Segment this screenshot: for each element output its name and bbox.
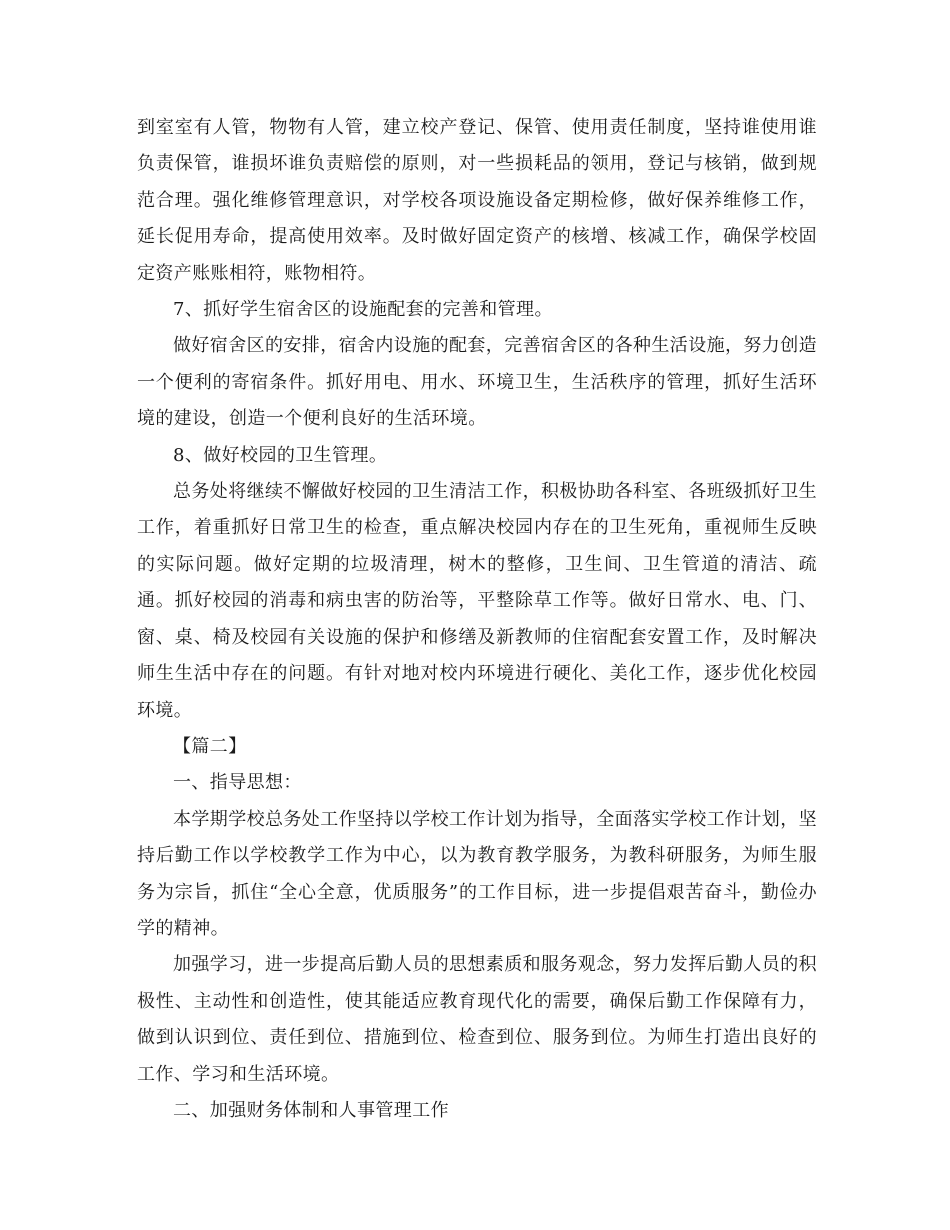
item-7-heading: 7、抓好学生宿舍区的设施配套的完善和管理。: [173, 299, 553, 321]
paragraph-strengthen-learning: 加强学习，进一步提高后勤人员的思想素质和服务观念，努力发挥后勤人员的积极性、主动性和创造性，使其能适应教育现代化的需要，确保后勤工作保障有力，做到认识到位、责任到位、措施到位、检查到位、服务到位。为师生打造出良好的工作、学习和生活环境。: [137, 954, 817, 1085]
heading-finance-personnel: 二、加强财务体制和人事管理工作: [173, 1099, 449, 1121]
paragraph-dormitory: 做好宿舍区的安排，宿舍内设施的配套，完善宿舍区的各种生活设施，努力创造一个便利的寄宿条件。抓好用电、用水、环境卫生，生活秩序的管理，抓好生活环境的建设，创造一个便利良好的生活环境。: [137, 335, 817, 430]
paragraph-work-plan: 本学期学校总务处工作坚持以学校工作计划为指导，全面落实学校工作计划，坚持后勤工作以学校教学工作为中心，以为教育教学服务，为教科研服务，为师生服务为宗旨，抓住“全心全意，优质服务”的工作目标，进一步提倡艰苦奋斗，勤俭办学的精神。: [137, 808, 817, 939]
heading-guiding-ideology: 一、指导思想：: [173, 772, 302, 794]
paragraph-campus-hygiene: 总务处将继续不懈做好校园的卫生清洁工作，积极协助各科室、各班级抓好卫生工作，着重抓好日常卫生的检查，重点解决校园内存在的卫生死角，重视师生反映的实际问题。做好定期的垃圾清理，树木的整修，卫生间、卫生管道的清洁、疏通。抓好校园的消毒和病虫害的防治等，平整除草工作等。做好日常水、电、门、窗、桌、椅及校园有关设施的保护和修缮及新教师的住宿配套安置工作，及时解决师生生活中存在的问题。有针对地对校内环境进行硬化、美化工作，逐步优化校园环境。: [137, 481, 817, 721]
section-heading-part-two: 【篇二】: [173, 735, 247, 757]
document-body: [137, 110, 817, 1129]
paragraph-asset-management: 到室室有人管，物物有人管，建立校产登记、保管、使用责任制度，坚持谁使用谁负责保管，谁损坏谁负责赔偿的原则，对一些损耗品的领用，登记与核销，做到规范合理。强化维修管理意识，对学校各项设施设备定期检修，做好保养维修工作，延长促用寿命，提高使用效率。及时做好固定资产的核增、核减工作，确保学校固定资产账账相符，账物相符。: [137, 117, 817, 284]
item-8-heading: 8、做好校园的卫生管理。: [173, 444, 388, 466]
